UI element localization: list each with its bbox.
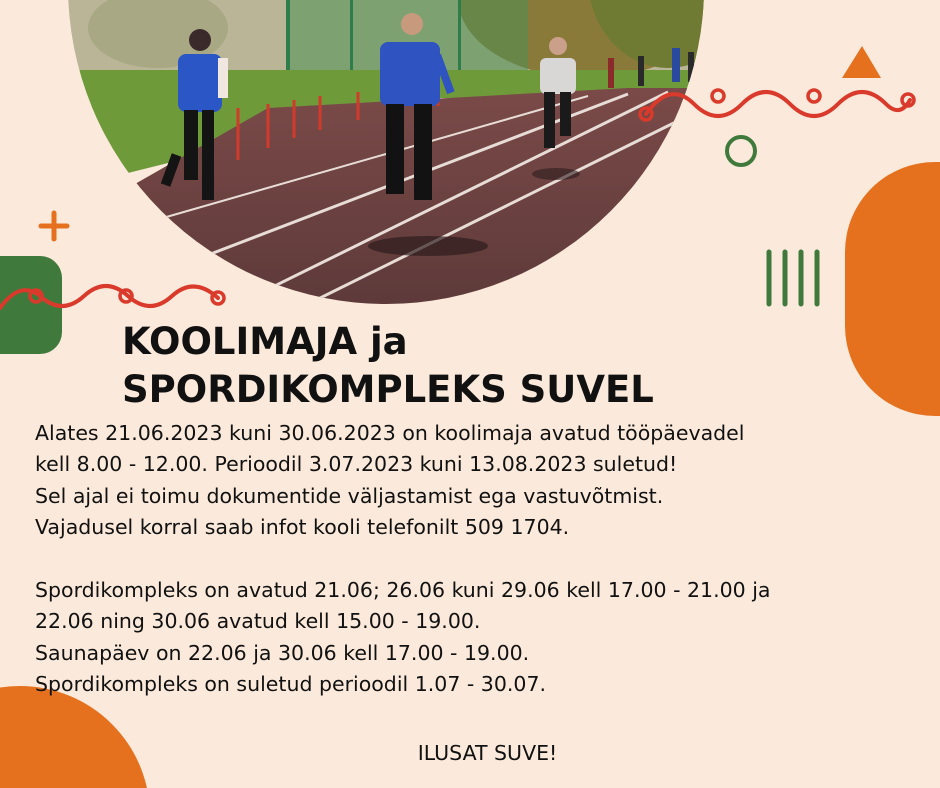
closing-text: ILUSAT SUVE!: [417, 741, 558, 765]
ring-icon: [727, 137, 755, 165]
wave-right-icon: [646, 92, 910, 116]
text-line: Spordikompleks on avatud 21.06; 26.06 kuni 29.06 kell 17.00 - 21.00 ja: [35, 578, 771, 603]
text-line: Sel ajal ei toimu dokumentide väljastamist ega vastuvõtmist.: [35, 483, 664, 508]
announcement-text: [35, 418, 930, 701]
text-line: Vajadusel korral saab infot kooli telefonilt 509 1704.: [35, 515, 570, 540]
text-line: Alates 21.06.2023 kuni 30.06.2023 on koolimaja avatud tööpäevadel: [35, 421, 745, 445]
text-line: Spordikompleks on suletud perioodil 1.07 - 30.07.: [35, 672, 547, 697]
text-line: Saunapäev on 22.06 ja 30.06 kell 17.00 - 19.00.: [35, 640, 530, 665]
plus-icon: [41, 213, 67, 239]
title-line-2: SPORDIKOMPLEKS SUVEL: [122, 368, 654, 411]
text-line: 22.06 ning 30.06 avatud kell 15.00 - 19.00.: [35, 609, 481, 634]
title-line-1: KOOLIMAJA ja: [122, 320, 408, 363]
poster-title: [122, 318, 654, 414]
bars-icon: [769, 252, 817, 304]
paragraph-gap: [35, 544, 930, 575]
text-line: kell 8.00 - 12.00. Perioodil 3.07.2023 kuni 13.08.2023 suletud!: [35, 452, 678, 477]
triangle-icon: [842, 46, 881, 78]
